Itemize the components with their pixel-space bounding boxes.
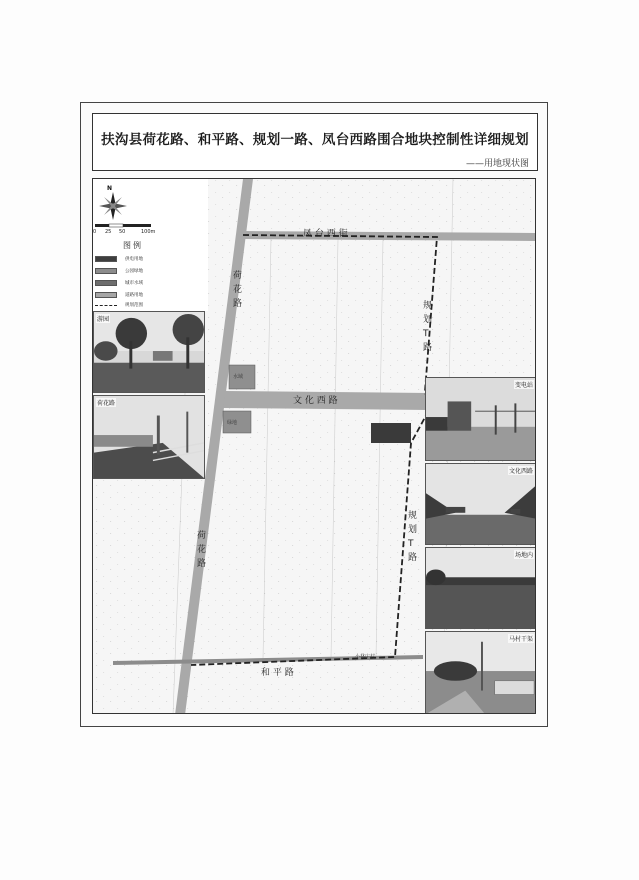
photo-label: 马村干渠 bbox=[508, 636, 533, 643]
photo-label: 文化西路 bbox=[508, 468, 533, 475]
map-area bbox=[92, 178, 536, 714]
scale-tick-3: 100m bbox=[141, 229, 156, 235]
scale-tick-1: 25 bbox=[105, 229, 112, 235]
title-block bbox=[92, 113, 538, 171]
park-photo-image bbox=[94, 312, 204, 392]
map-subtitle: ——用地现状图 bbox=[465, 159, 529, 169]
compass-icon bbox=[99, 192, 127, 220]
hehua-photo-image bbox=[94, 396, 204, 478]
map-title: 扶沟县荷花路、和平路、规划一路、凤台西路围合地块控制性详细规划 bbox=[101, 132, 529, 148]
road-label-guihua-top: 规 划 T 路 bbox=[423, 301, 433, 353]
plot-label-c: 小林庄村 bbox=[355, 654, 376, 660]
legend-label: 规划范围 bbox=[125, 303, 143, 308]
photo-hehua-road bbox=[93, 395, 205, 479]
road-label-fengtai: 凤 台 西 街 bbox=[303, 229, 348, 239]
site-photo-image bbox=[426, 548, 536, 628]
road-label-heping: 和 平 路 bbox=[261, 668, 294, 678]
road-label-guihua-bottom: 规 划 T 路 bbox=[408, 511, 418, 563]
legend-swatch bbox=[95, 280, 117, 286]
photo-macun-canal bbox=[425, 631, 536, 714]
plot-label-a: 水域 bbox=[233, 374, 244, 380]
north-label: N bbox=[107, 185, 113, 192]
legend-title: 图例 bbox=[123, 241, 143, 250]
legend-label: 城市水域 bbox=[125, 281, 143, 286]
substation bbox=[371, 423, 411, 443]
photo-label: 游园 bbox=[97, 316, 110, 323]
plot-label-b: 绿地 bbox=[227, 420, 238, 426]
canal-photo-image bbox=[426, 632, 536, 714]
photo-label: 场地内 bbox=[514, 552, 533, 559]
scale-tick-2: 50 bbox=[119, 229, 126, 235]
legend-label: 公园绿地 bbox=[125, 269, 143, 274]
road-label-wenhua: 文 化 西 路 bbox=[293, 396, 338, 406]
legend-swatch bbox=[95, 292, 117, 298]
legend-label: 供电用地 bbox=[125, 257, 143, 262]
photo-park bbox=[93, 311, 205, 393]
road-label-hehua-bottom: 荷 花 路 bbox=[197, 531, 207, 569]
photo-label: 荷花路 bbox=[97, 400, 116, 407]
substation-photo-image bbox=[426, 378, 536, 460]
road-label-hehua-top: 荷 花 路 bbox=[233, 271, 243, 309]
legend bbox=[93, 179, 208, 311]
photo-label: 变电站 bbox=[514, 382, 533, 389]
legend-swatch bbox=[95, 256, 117, 262]
legend-swatch bbox=[95, 268, 117, 274]
wenhua-photo-image bbox=[426, 464, 536, 544]
photo-wenhua-road bbox=[425, 463, 536, 545]
photo-site bbox=[425, 547, 536, 629]
legend-label: 道路用地 bbox=[125, 293, 143, 298]
photo-substation bbox=[425, 377, 536, 461]
scale-tick-0: 0 bbox=[93, 229, 97, 235]
